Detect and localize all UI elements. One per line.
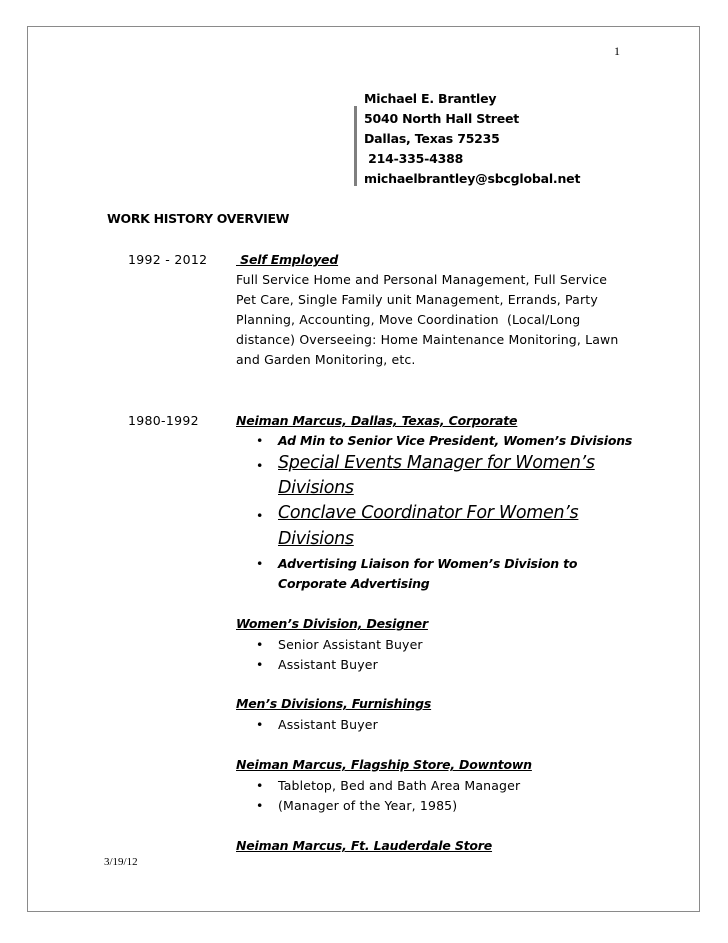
job2-bullet-continued: Divisions (278, 478, 354, 498)
contact-street: 5040 North Hall Street (364, 111, 520, 126)
job2-bullet: Conclave Coordinator For Women’s (278, 503, 579, 523)
contact-email: michaelbrantley@sbcglobal.net (364, 171, 581, 186)
role-flagship-bullet: (Manager of the Year, 1985) (278, 798, 458, 813)
job1-desc-line: Planning, Accounting, Move Coordination (Local/Long (236, 312, 581, 327)
bullet-icon: • (256, 458, 264, 473)
job1-desc-line: Pet Care, Single Family unit Management, Errands, Party (236, 292, 598, 307)
role-flagship-bullet: Tabletop, Bed and Bath Area Manager (278, 778, 521, 793)
job2-bullet: Advertising Liaison for Women’s Division to (278, 556, 578, 571)
role-flagship-title: Neiman Marcus, Flagship Store, Downtown (236, 757, 532, 772)
bullet-icon: • (256, 778, 264, 793)
job2-dates: 1980-1992 (128, 413, 199, 428)
bullet-icon: • (256, 637, 264, 652)
bullet-icon: • (256, 508, 264, 523)
job1-dates: 1992 - 2012 (128, 252, 208, 267)
contact-divider (354, 106, 357, 186)
bullet-icon: • (256, 717, 264, 732)
contact-city: Dallas, Texas 75235 (364, 131, 500, 146)
bullet-icon: • (256, 798, 264, 813)
job1-desc-line: distance) Overseeing: Home Maintenance Monitoring, Lawn (236, 332, 619, 347)
role-womens-bullet: Senior Assistant Buyer (278, 637, 423, 652)
job2-bullet-continued: Corporate Advertising (278, 576, 430, 591)
section-heading: WORK HISTORY OVERVIEW (107, 211, 290, 226)
page-number: 1 (614, 44, 620, 58)
role-womens-bullet: Assistant Buyer (278, 657, 378, 672)
bullet-icon: • (256, 657, 264, 672)
job1-desc-line: Full Service Home and Personal Management, Full Service (236, 272, 608, 287)
job2-bullet-continued: Divisions (278, 529, 354, 549)
role-mens-title: Men’s Divisions, Furnishings (236, 696, 432, 711)
job2-bullet: Ad Min to Senior Vice President, Women’s Divisions (278, 433, 633, 448)
bullet-icon: • (256, 556, 264, 571)
footer-date: 3/19/12 (104, 856, 138, 868)
role-mens-bullet: Assistant Buyer (278, 717, 378, 732)
job1-desc-line: and Garden Monitoring, etc. (236, 352, 416, 367)
job1-title: Self Employed (236, 252, 339, 267)
contact-phone: 214-335-4388 (364, 151, 464, 166)
bullet-icon: • (256, 433, 264, 448)
contact-name: Michael E. Brantley (364, 91, 497, 106)
job2-bullet: Special Events Manager for Women’s (278, 453, 595, 473)
job2-title: Neiman Marcus, Dallas, Texas, Corporate (236, 413, 518, 428)
role-womens-title: Women’s Division, Designer (236, 616, 428, 631)
role-ftl-title: Neiman Marcus, Ft. Lauderdale Store (236, 838, 493, 853)
